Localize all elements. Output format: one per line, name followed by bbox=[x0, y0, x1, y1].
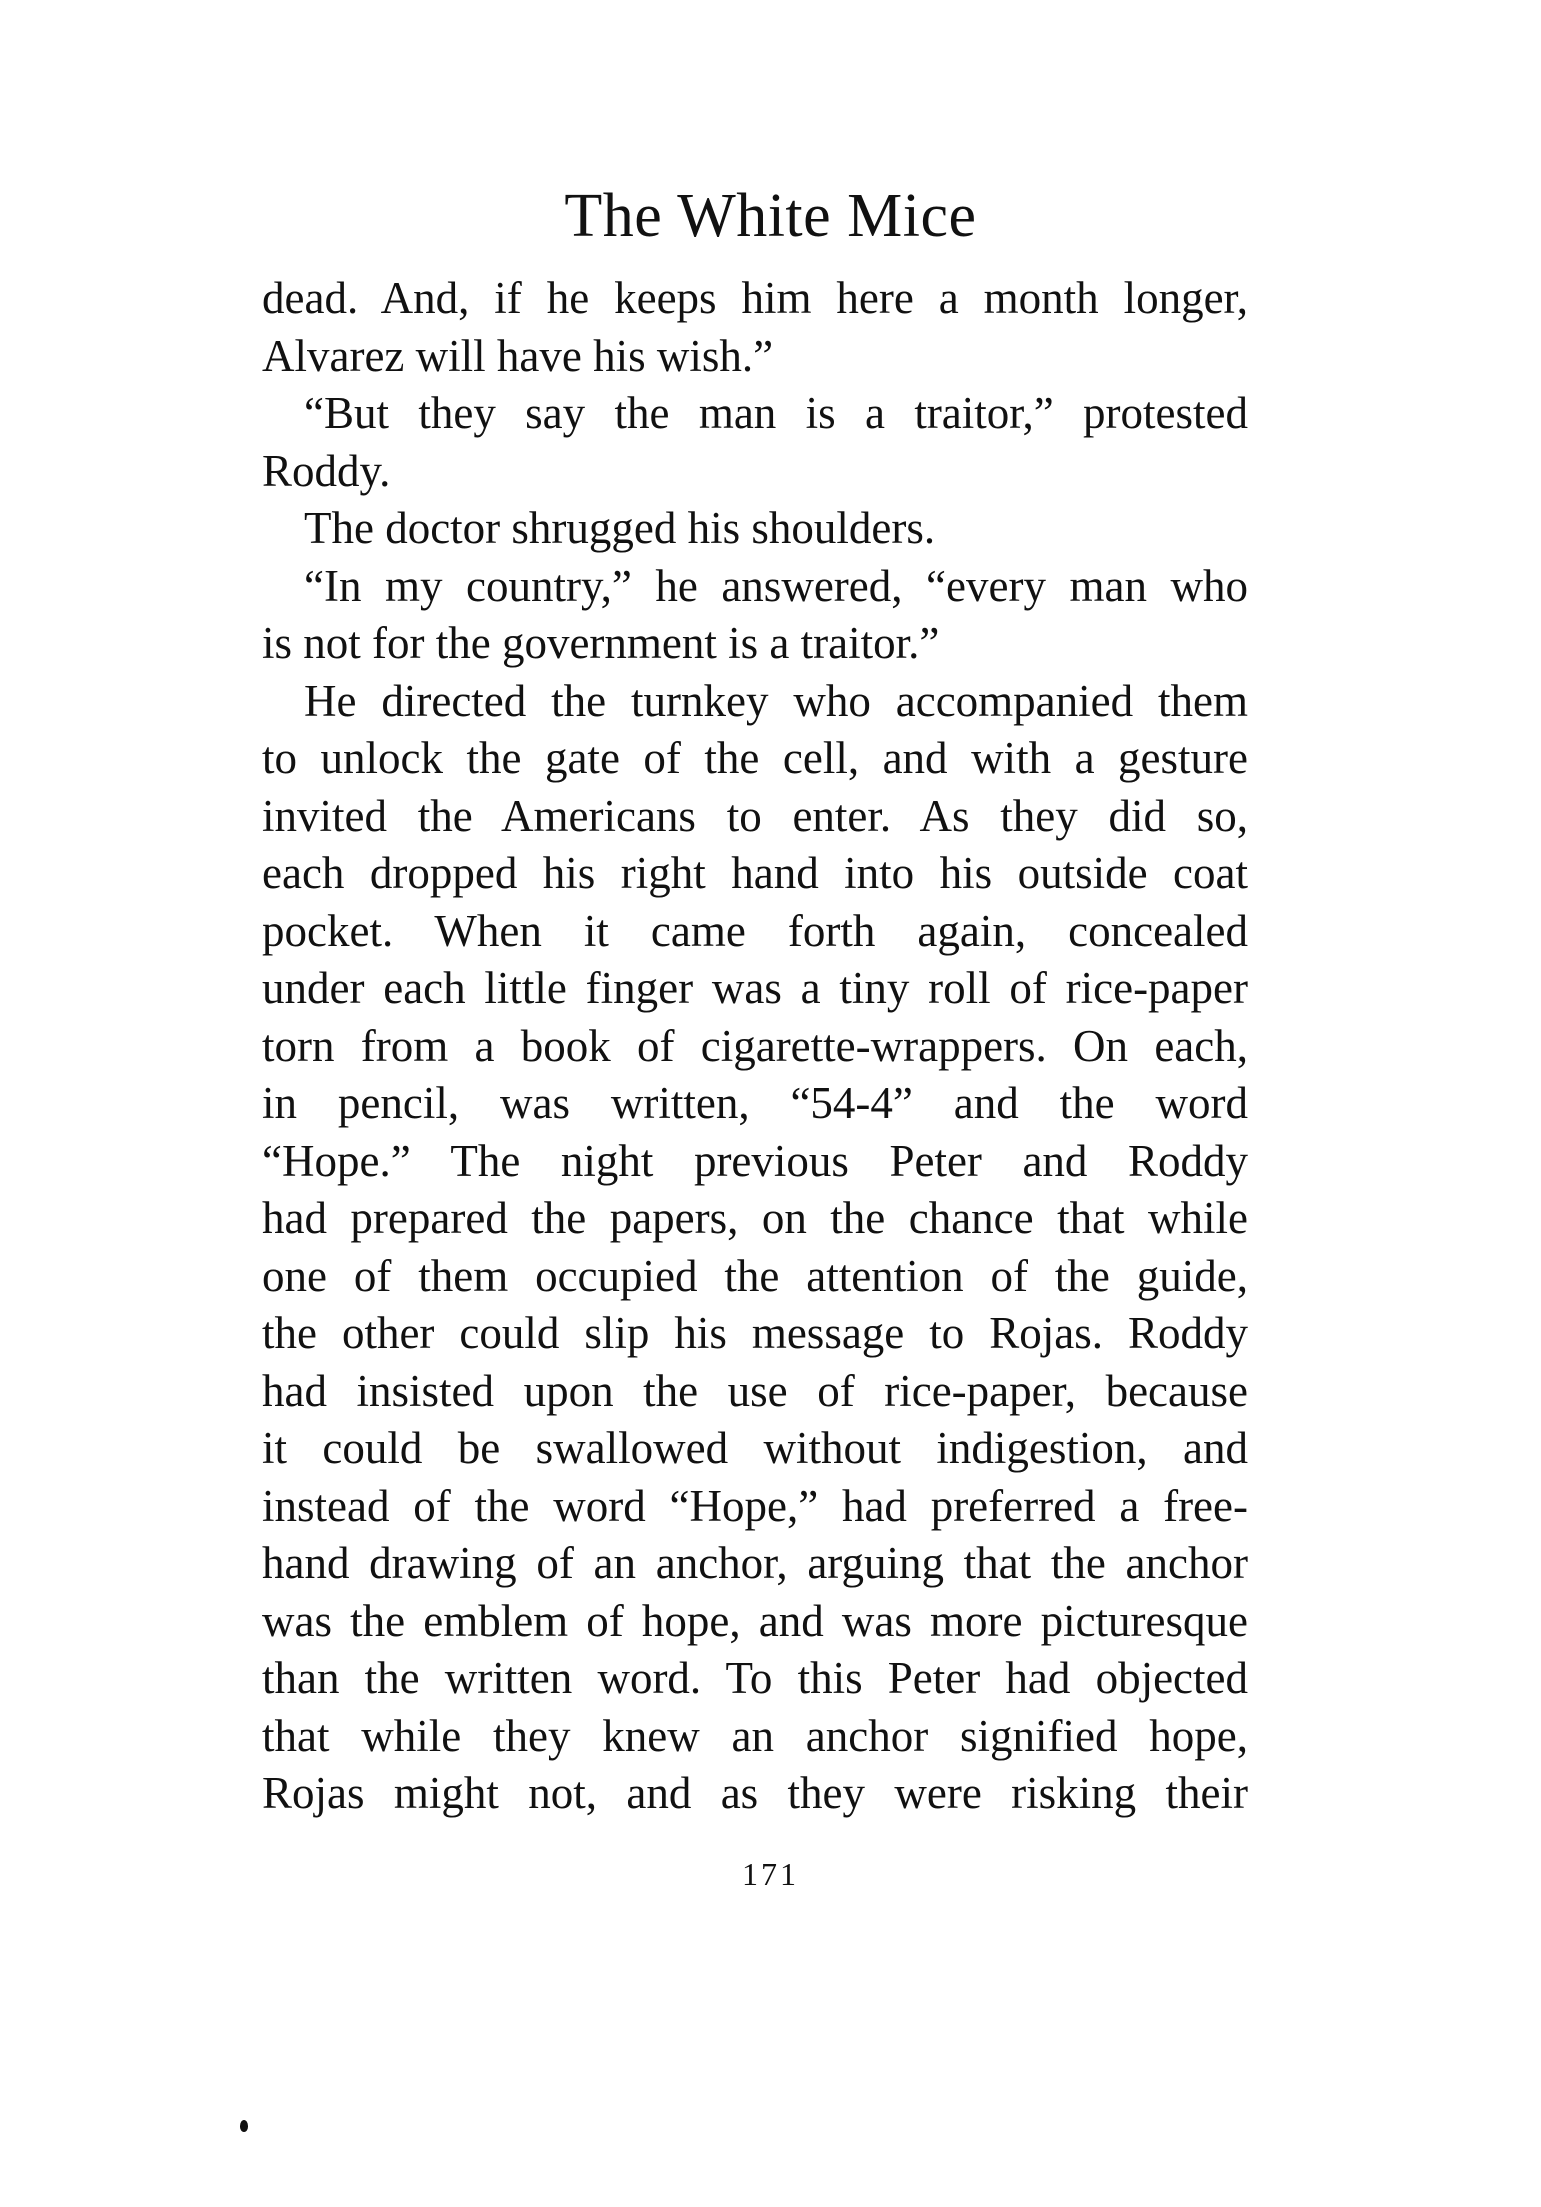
text-line: “But they say the man is a traitor,” protested bbox=[304, 388, 1248, 438]
text-line: in pencil, was written, “54-4” and the word bbox=[262, 1078, 1248, 1128]
text-line: had prepared the papers, on the chance that while bbox=[262, 1193, 1248, 1243]
text-line: Roddy. bbox=[262, 445, 391, 496]
body-text bbox=[262, 270, 1248, 1823]
text-line: He directed the turnkey who accompanied them bbox=[304, 675, 1248, 726]
text-line: dead. And, if he keeps him here a month longer, bbox=[262, 273, 1248, 323]
text-line: that while they knew an anchor signified hope, bbox=[262, 1710, 1248, 1761]
text-line: each dropped his right hand into his outside coat bbox=[262, 848, 1248, 898]
text-line: than the written word. To this Peter had objected bbox=[262, 1653, 1248, 1703]
text-line: had insisted upon the use of rice-paper, because bbox=[262, 1365, 1248, 1416]
text-line: torn from a book of cigarette-wrappers. On each, bbox=[262, 1020, 1248, 1071]
text-line: “In my country,” he answered, “every man who bbox=[304, 560, 1248, 611]
text-line: hand drawing of an anchor, arguing that the anchor bbox=[262, 1538, 1248, 1588]
text-line: Rojas might not, and as they were risking their bbox=[262, 1768, 1248, 1818]
text-line: one of them occupied the attention of the guide, bbox=[262, 1250, 1248, 1301]
text-line: Alvarez will have his wish.” bbox=[262, 330, 774, 381]
text-line: it could be swallowed without indigestion, and bbox=[262, 1423, 1248, 1473]
running-head: The White Mice bbox=[564, 182, 977, 250]
text-line: the other could slip his message to Rojas. Roddy bbox=[262, 1308, 1248, 1358]
ink-speck bbox=[240, 2120, 248, 2132]
text-line: is not for the government is a traitor.” bbox=[262, 618, 940, 668]
text-line: pocket. When it came forth again, concealed bbox=[262, 905, 1248, 956]
text-line: instead of the word “Hope,” had preferred a free- bbox=[262, 1480, 1248, 1531]
text-line: invited the Americans to enter. As they did so, bbox=[262, 790, 1248, 841]
text-line: to unlock the gate of the cell, and with a gesture bbox=[262, 733, 1248, 783]
text-line: The doctor shrugged his shoulders. bbox=[304, 503, 936, 553]
page-number: 171 bbox=[742, 1856, 799, 1892]
text-line: was the emblem of hope, and was more picturesque bbox=[262, 1595, 1248, 1646]
text-line: “Hope.” The night previous Peter and Roddy bbox=[262, 1135, 1248, 1186]
text-line: under each little finger was a tiny roll of rice-paper bbox=[262, 963, 1248, 1013]
